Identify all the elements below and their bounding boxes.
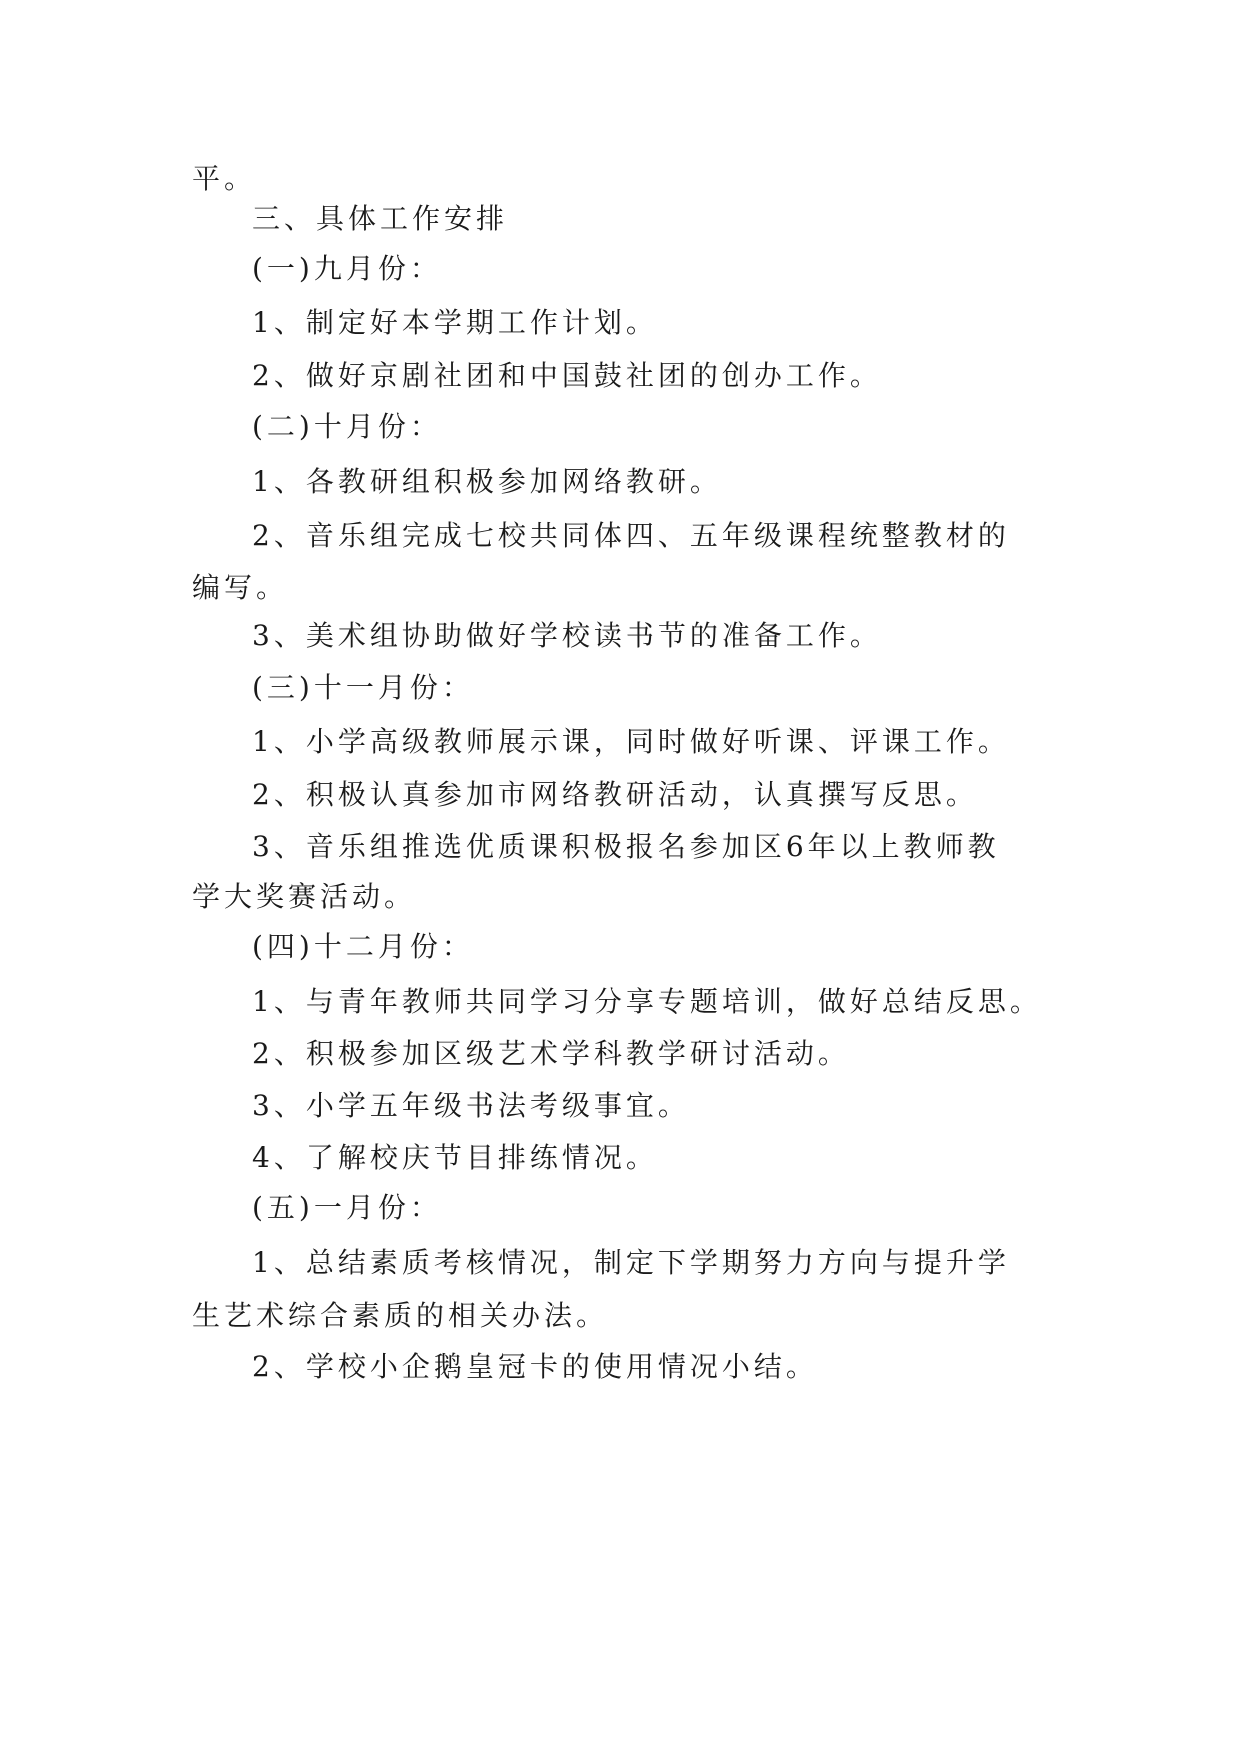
section-heading: 三、具体工作安排 bbox=[252, 202, 509, 235]
list-item: 2、做好京剧社团和中国鼓社团的创办工作。 bbox=[252, 359, 882, 392]
list-item: 2、学校小企鹅皇冠卡的使用情况小结。 bbox=[252, 1350, 818, 1383]
list-item: 3、音乐组推选优质课积极报名参加区6年以上教师教 bbox=[252, 830, 1000, 863]
list-item: 2、积极认真参加市网络教研活动，认真撰写反思。 bbox=[252, 778, 978, 811]
list-item: 1、小学高级教师展示课，同时做好听课、评课工作。 bbox=[252, 725, 1010, 758]
text-line-1: 平。 bbox=[192, 162, 257, 195]
month-heading-november: (三)十一月份： bbox=[252, 671, 474, 704]
month-heading-december: (四)十二月份： bbox=[252, 930, 474, 963]
month-heading-october: (二)十月份： bbox=[252, 410, 442, 443]
list-item: 3、小学五年级书法考级事宜。 bbox=[252, 1089, 690, 1122]
list-item-continuation: 编写。 bbox=[192, 571, 289, 604]
list-item: 1、制定好本学期工作计划。 bbox=[252, 306, 658, 339]
list-item: 2、音乐组完成七校共同体四、五年级课程统整教材的 bbox=[252, 519, 1010, 552]
list-item: 1、总结素质考核情况，制定下学期努力方向与提升学 bbox=[252, 1246, 1010, 1279]
list-item: 4、了解校庆节目排练情况。 bbox=[252, 1141, 658, 1174]
list-item: 2、积极参加区级艺术学科教学研讨活动。 bbox=[252, 1037, 850, 1070]
list-item-continuation: 生艺术综合素质的相关办法。 bbox=[192, 1299, 609, 1332]
list-item-continuation: 学大奖赛活动。 bbox=[192, 880, 417, 913]
list-item: 1、与青年教师共同学习分享专题培训，做好总结反思。 bbox=[252, 985, 1042, 1018]
list-item: 1、各教研组积极参加网络教研。 bbox=[252, 465, 722, 498]
month-heading-september: (一)九月份： bbox=[252, 252, 442, 285]
list-item: 3、美术组协助做好学校读书节的准备工作。 bbox=[252, 619, 882, 652]
month-heading-january: (五)一月份： bbox=[252, 1191, 442, 1224]
